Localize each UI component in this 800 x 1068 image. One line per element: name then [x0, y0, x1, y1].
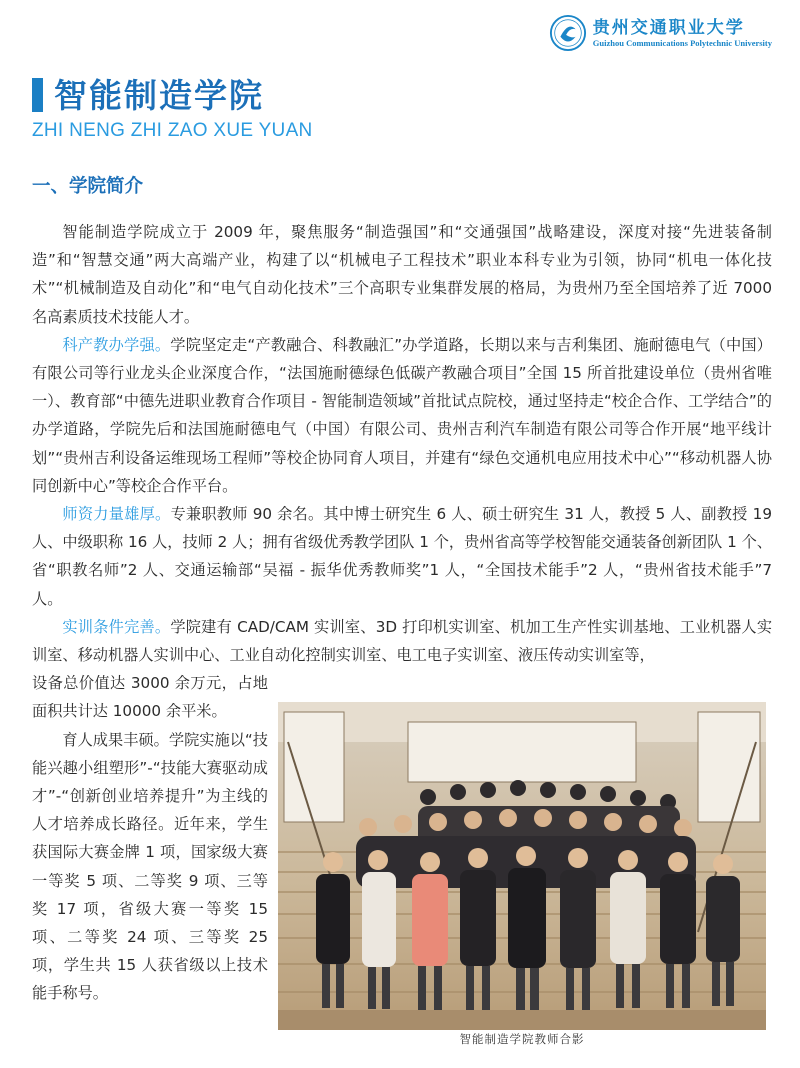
page-subtitle: ZHI NENG ZHI ZAO XUE YUAN — [32, 120, 313, 141]
section-heading: 一、学院简介 — [32, 176, 144, 197]
paragraph-text: 专兼职教师 90 余名。其中博士研究生 6 人、硕士研究生 31 人，教授 5 人、副教授 19 人、中级职称 16 人，技师 2 人；拥有省级优秀教学团队 1 个，贵州省高等学校智能交通装备创新团队 1 个、省“职教名师”2 人、交通运输部“吴福 - 振华优秀教师奖”1 人，“全国技术能手”2 人，“贵州省技术能手”7 人。 — [32, 505, 772, 608]
page-title: 智能制造学院 — [54, 76, 264, 115]
group-photo-illustration — [278, 702, 766, 1030]
page-title-block — [32, 72, 264, 120]
university-name-cn: 贵州交通职业大学 — [592, 18, 745, 38]
photo-caption: 智能制造学院教师合影 — [459, 1032, 585, 1046]
paragraph-intro: 智能制造学院成立于 2009 年，聚焦服务“制造强国”和“交通强国”战略建设，深度对接“先进装备制造”和“智慧交通”两大高端产业，构建了以“机械电子工程技术”职业本科专业为引领，协同“机电一体化技术”“机械制造及自动化”和“电气自动化技术”三个高职专业集群发展的格局，为贵州乃至全国培养了近 7000 名高素质技术技能人才。 — [32, 223, 772, 326]
paragraph-facilities — [32, 613, 772, 669]
paragraph-text: 学院建有 CAD/CAM 实训室、3D 打印机实训室、机加工生产性实训基地、工业机器人实训室、移动机器人实训中心、工业自动化控制实训室、电工电子实训室、液压传动实训室等， — [32, 617, 773, 665]
paragraph-lead: 实训条件完善。 — [62, 617, 171, 636]
group-photo — [278, 702, 766, 1030]
paragraph-facilities-cont: 设备总价值达 3000 余万元，占地面积共计达 10000 余平米。 — [32, 674, 268, 721]
university-name-en: Guizhou Communications Polytechnic University — [592, 38, 772, 48]
paragraph-faculty — [32, 500, 772, 613]
paragraph-text: 学院坚定走“产教融合、科教融汇”办学道路，长期以来与吉利集团、施耐德电气（中国）有限公司等行业龙头企业深度合作，“法国施耐德绿色低碳产教融合项目”全国 15 所首批建设单位（贵州省唯一）、教育部“中德先进职业教育合作项目 - 智能制造领域”首批试点院校，通过坚持走“校企合作、工学结合”的办学道路，学院先后和法国施耐德电气（中国）有限公司、贵州吉利汽车制造有限公司等合作开展“地平线计划”“贵州吉利设备运维现场工程师”等校企协同育人项目，并建有“绿色交通机电应用技术中心”“移动机器人协同创新中心”等校企合作平台。 — [32, 335, 772, 495]
university-logo — [549, 14, 772, 52]
university-emblem-icon — [549, 14, 587, 52]
paragraph-lead: 师资力量雄厚。 — [62, 505, 171, 524]
paragraph-lead: 科产教办学强。 — [62, 335, 171, 354]
paragraph-industry — [32, 331, 772, 500]
paragraph-achievements: 育人成果丰硕。学院实施以“技能兴趣小组塑形”-“技能大赛驱动成才”-“创新创业培养提升”为主线的人才培养成长路径。近年来，学生获国际大赛金牌 1 项，国家级大赛一等奖 5 项、二等奖 9 项、三等奖 17 项，省级大赛一等奖 15 项、二等奖 24 项、三等奖 25 项，学生共 15 人获省级以上技术能手称号。 — [32, 730, 268, 1003]
title-accent-bar — [32, 78, 43, 112]
